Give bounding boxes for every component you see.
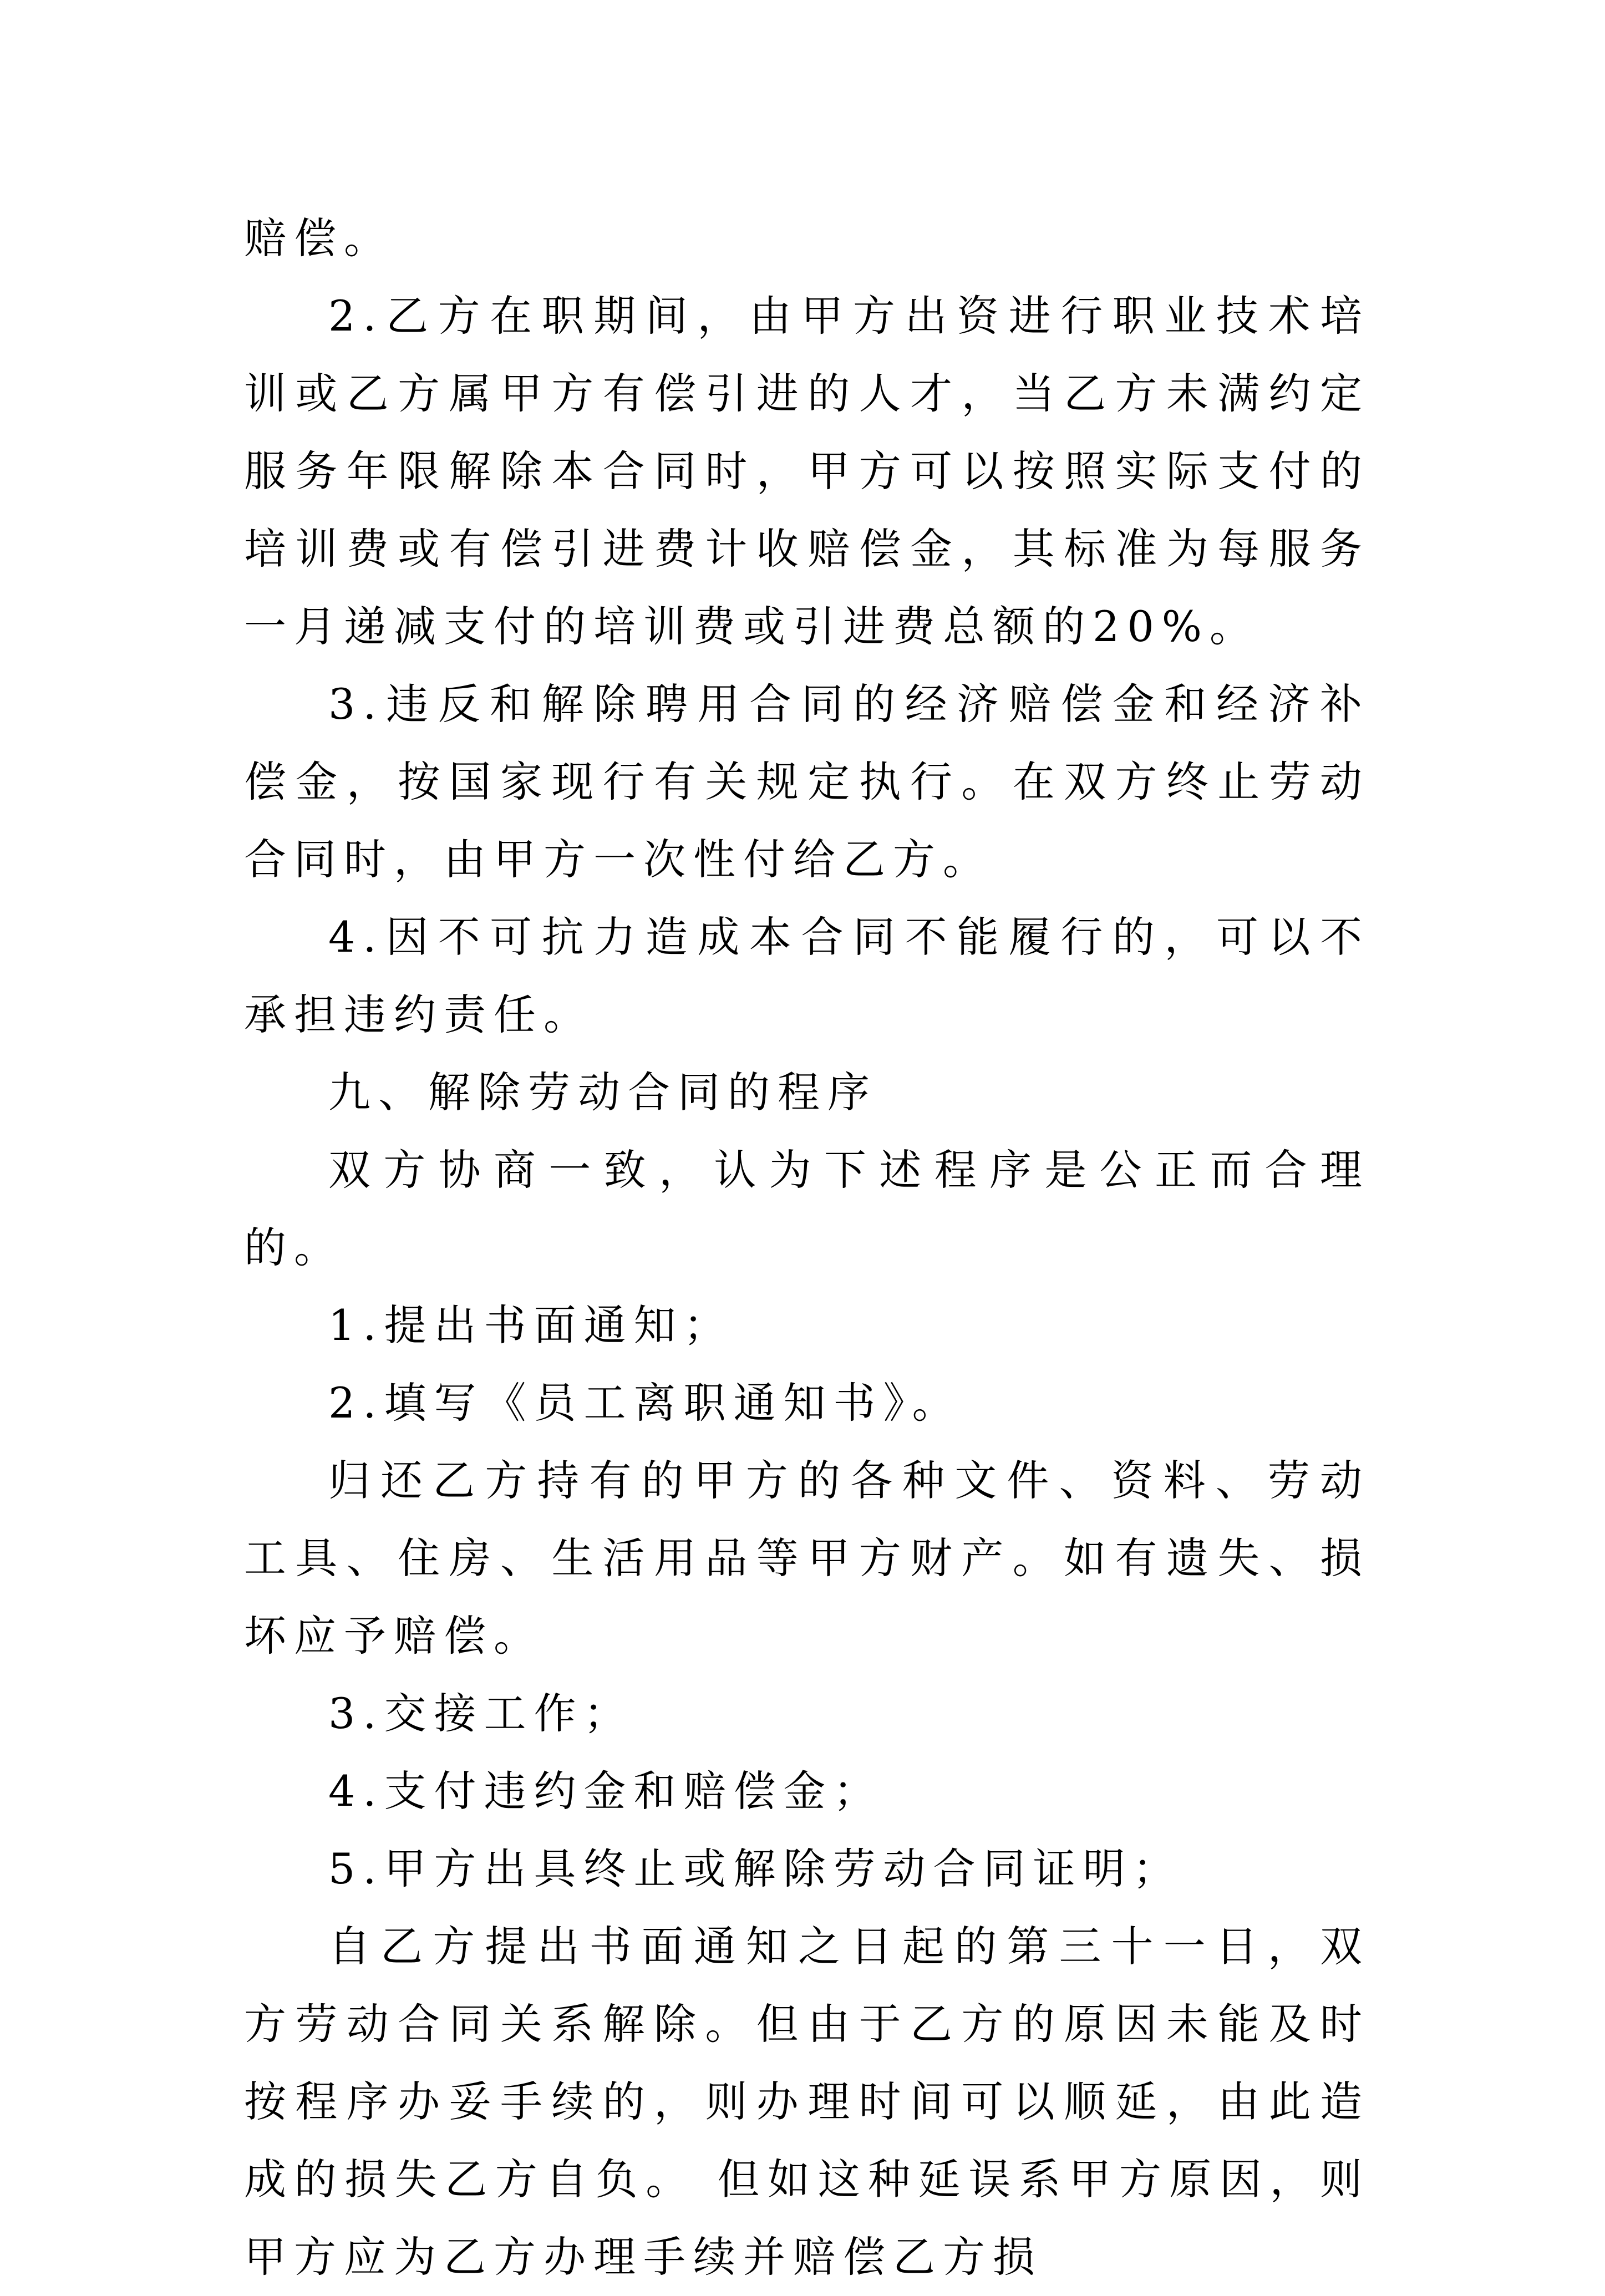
- paragraph-procedure-intro: 双方协商一致，认为下述程序是公正而合理的。: [244, 1145, 1370, 1272]
- paragraph-clause-4-force-majeure: 4.因不可抗力造成本合同不能履行的，可以不承担违约责任。: [244, 912, 1370, 1039]
- paragraph-clause-3-economic-compensation: 3.违反和解除聘用合同的经济赔偿金和经济补偿金，按国家现行有关规定执行。在双方终止劳动合同时，由甲方一次性付给乙方。: [244, 679, 1370, 884]
- section-heading-termination-procedure: 九、解除劳动合同的程序: [328, 1068, 877, 1117]
- document-body: [244, 200, 1370, 2296]
- procedure-step-4: 4.支付违约金和赔偿金；: [328, 1766, 883, 1816]
- paragraph-clause-2-training-compensation: 2.乙方在职期间，由甲方出资进行职业技术培训或乙方属甲方有偿引进的人才，当乙方未满约定服务年限解除本合同时，甲方可以按照实际支付的培训费或有偿引进费计收赔偿金，其标准为每服务一月递减支付的培训费或引进费总额的20%。: [244, 291, 1370, 651]
- procedure-step-3: 3.交接工作；: [328, 1689, 634, 1738]
- procedure-step-2: 2.填写《员工离职通知书》。: [328, 1378, 962, 1428]
- procedure-step-1: 1.提出书面通知；: [328, 1301, 734, 1350]
- paragraph-return-property: 归还乙方持有的甲方的各种文件、资料、劳动工具、住房、生活用品等甲方财产。如有遗失、损坏应予赔偿。: [244, 1456, 1370, 1660]
- paragraph-termination-effective-date: 自乙方提出书面通知之日起的第三十一日，双方劳动合同关系解除。但由于乙方的原因未能及时按程序办妥手续的，则办理时间可以顺延，由此造成的损失乙方自负。 但如这种延误系甲方原因，则甲方应为乙方办理手续并赔偿乙方损: [244, 1922, 1370, 2282]
- procedure-step-5: 5.甲方出具终止或解除劳动合同证明；: [328, 1844, 1183, 1893]
- paragraph-continuation: 赔偿。: [244, 214, 394, 263]
